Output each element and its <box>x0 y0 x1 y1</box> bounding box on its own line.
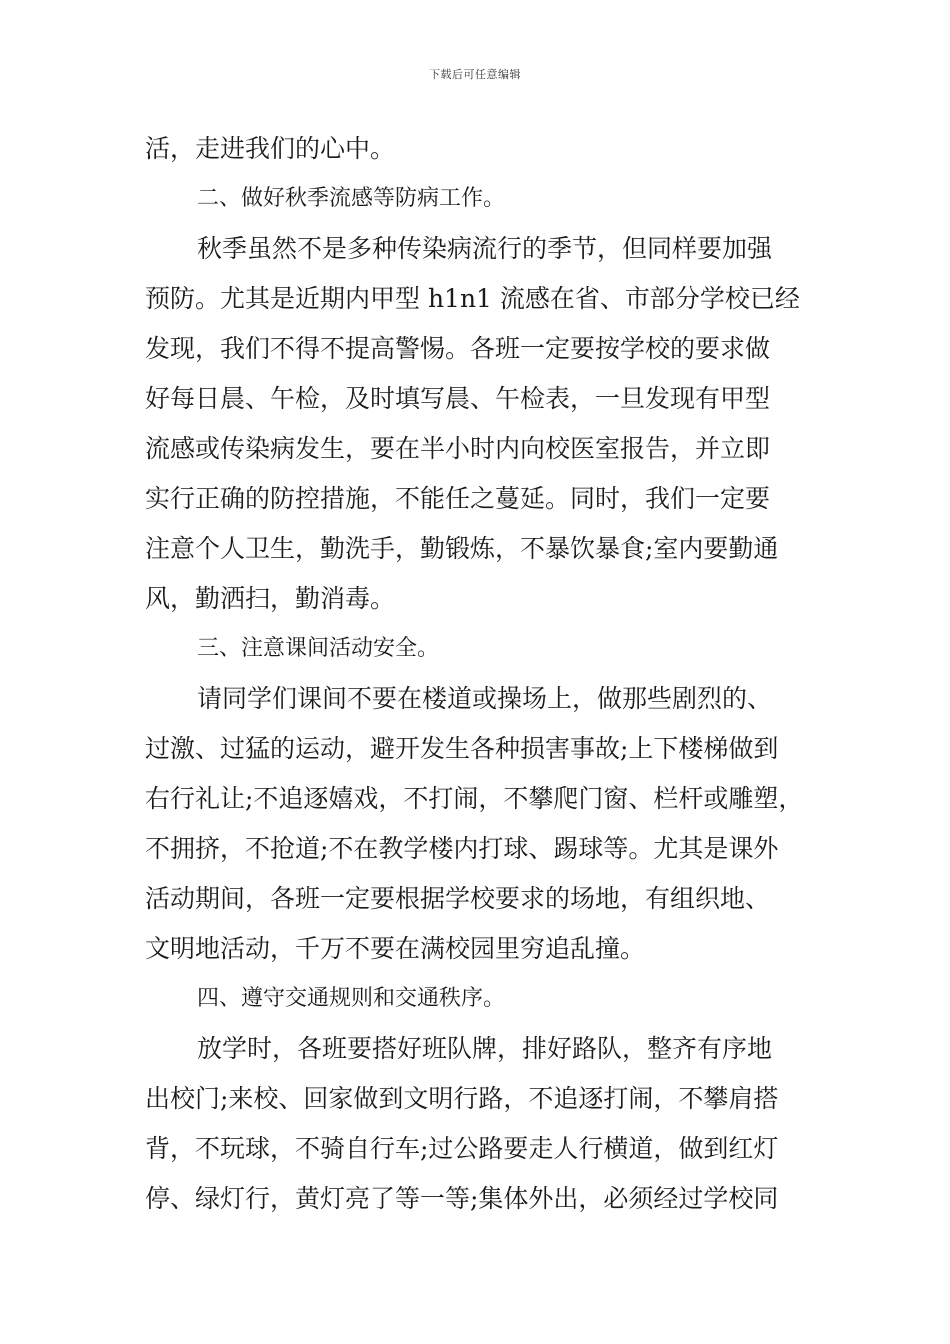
paragraph-first-line: 请同学们课间不要在楼道或操场上，做那些剧烈的、 <box>197 684 773 713</box>
text-line: 停、绿灯行，黄灯亮了等一等;集体外出，必须经过学校同 <box>145 1184 779 1213</box>
text-line: 右行礼让;不追逐嬉戏，不打闹，不攀爬门窗、栏杆或雕塑， <box>145 784 804 813</box>
section-heading: 二、做好秋季流感等防病工作。 <box>197 186 506 211</box>
text-line: 发现，我们不得不提高警惕。各班一定要按学校的要求做 <box>145 334 771 363</box>
text-line: 过激、过猛的运动，避开发生各种损害事故;上下楼梯做到 <box>145 734 779 763</box>
document-body <box>145 124 815 1224</box>
text-line: 注意个人卫生，勤洗手，勤锻炼，不暴饮暴食;室内要勤通 <box>145 534 779 563</box>
text-line: 活动期间，各班一定要根据学校要求的场地，有组织地、 <box>145 884 771 913</box>
paragraph-first-line: 放学时，各班要搭好班队牌，排好路队，整齐有序地 <box>197 1034 773 1063</box>
section-heading: 四、遵守交通规则和交通秩序。 <box>197 986 506 1011</box>
text-line: 文明地活动，千万不要在满校园里穷追乱撞。 <box>145 934 646 963</box>
text-line: 活，走进我们的心中。 <box>145 134 396 163</box>
text-line: 风，勤洒扫，勤消毒。 <box>145 584 396 613</box>
text-line: 实行正确的防控措施，不能任之蔓延。同时，我们一定要 <box>145 484 771 513</box>
section-heading: 三、注意课间活动安全。 <box>197 636 440 661</box>
text-line: 流感或传染病发生，要在半小时内向校医室报告，并立即 <box>145 434 771 463</box>
text-line: 不拥挤，不抢道;不在教学楼内打球、踢球等。尤其是课外 <box>145 834 779 863</box>
text-line: 好每日晨、午检，及时填写晨、午检表，一旦发现有甲型 <box>145 384 771 413</box>
text-line: 背，不玩球，不骑自行车;过公路要走人行横道，做到红灯 <box>145 1134 779 1163</box>
text-line: 出校门;来校、回家做到文明行路，不追逐打闹，不攀肩搭 <box>145 1084 779 1113</box>
page-header: 下载后可任意编辑 <box>429 68 521 81</box>
text-line: 预防。尤其是近期内甲型 h1n1 流感在省、市部分学校已经 <box>145 284 800 313</box>
paragraph-first-line: 秋季虽然不是多种传染病流行的季节，但同样要加强 <box>197 234 773 263</box>
